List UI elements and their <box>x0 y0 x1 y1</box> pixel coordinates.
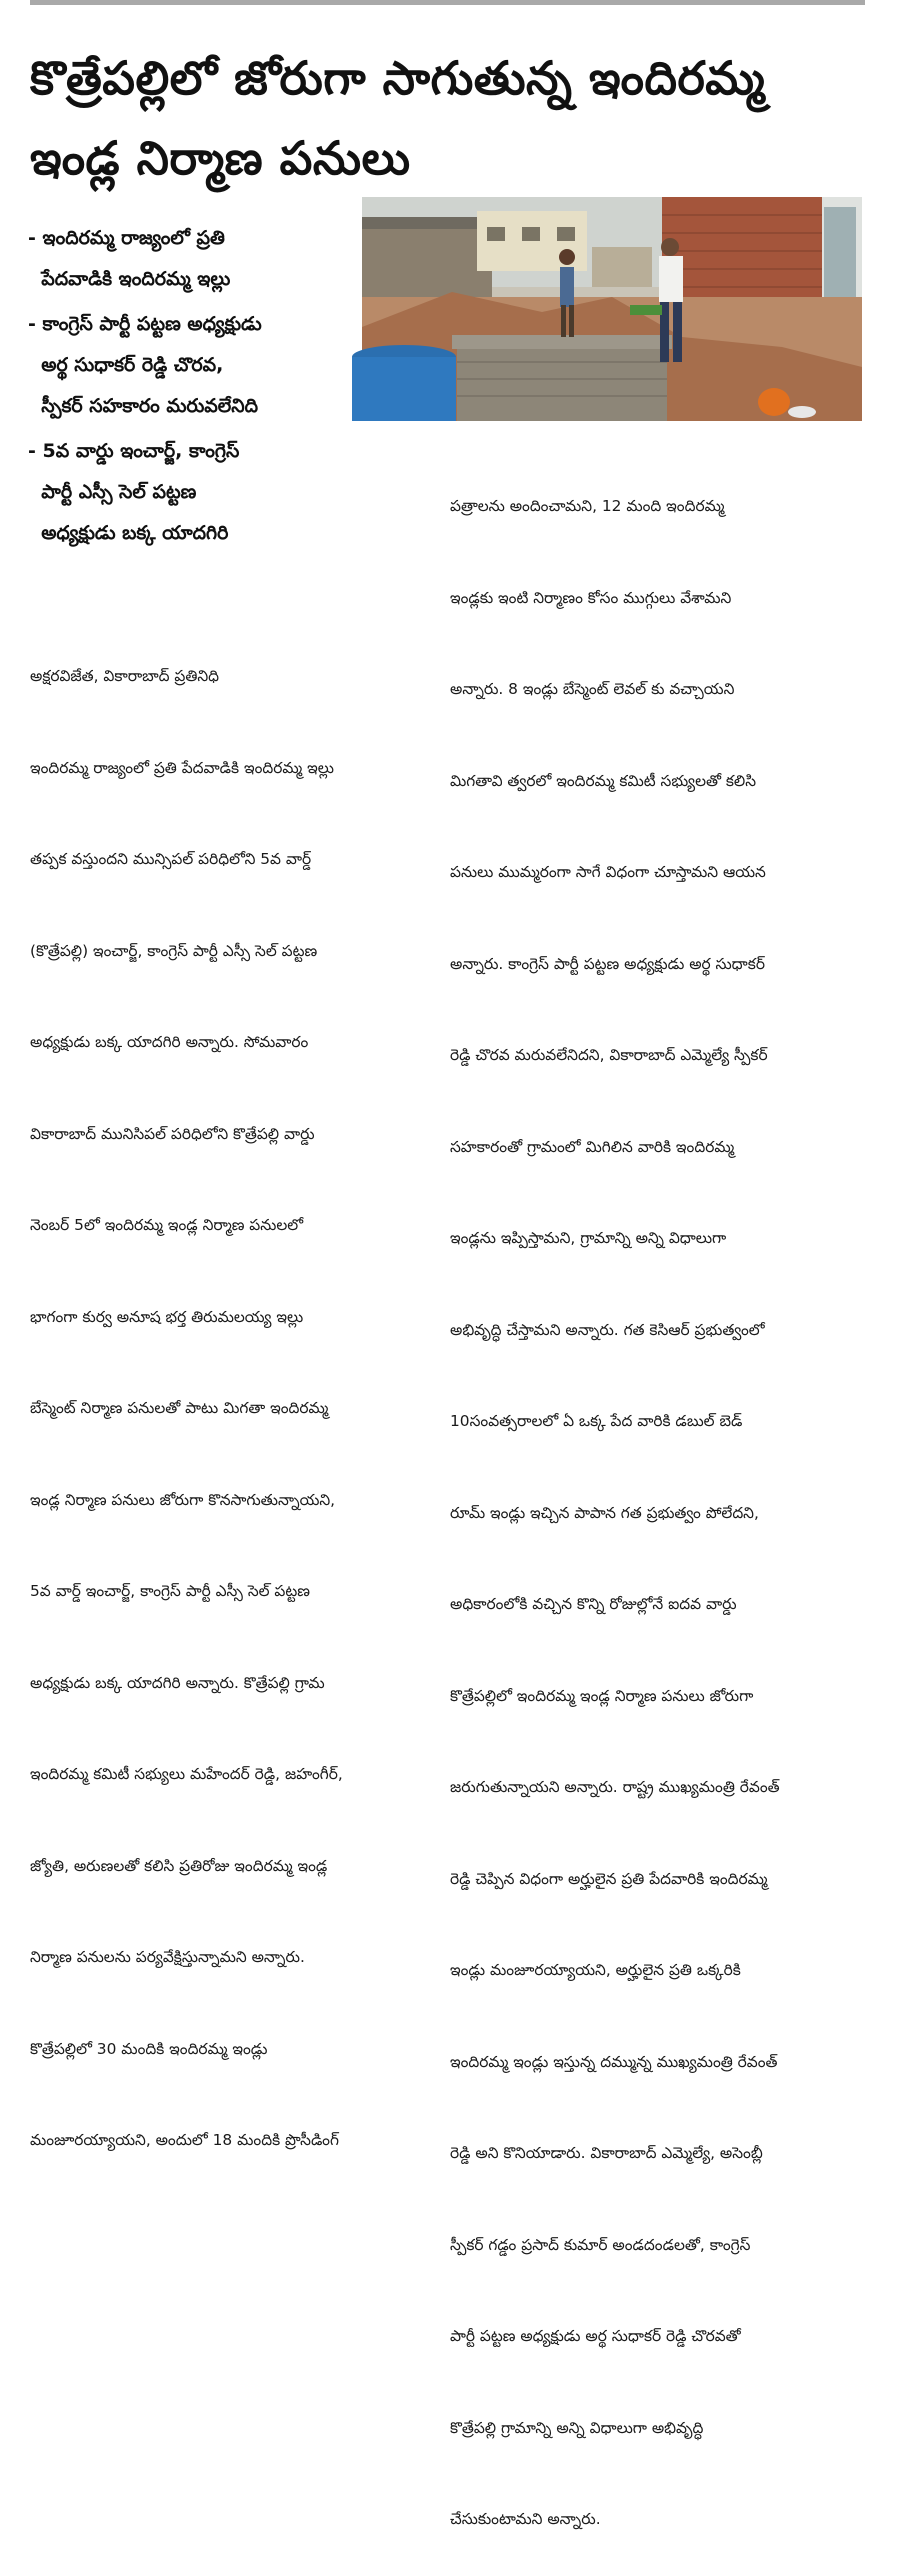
article-line: ఇందిరమ్మ రాజ్యంలో ప్రతి పేదవాడికి ఇందిరమ్మ ఇల్లు <box>30 758 335 777</box>
article-line: అన్నారు. కాంగ్రెస్ పార్టీ పట్టణ అధ్యక్షుడు అర్థ సుధాకర్ <box>450 954 765 973</box>
article-right-column <box>450 430 870 2565</box>
highlight-line: అర్థ సుధాకర్ రెడ్డి చొరవ, <box>28 354 224 376</box>
headline <box>30 38 880 198</box>
highlight-line: - కాంగ్రెస్ పార్టీ పట్టణ అధ్యక్షుడు <box>28 313 262 335</box>
article-line: తప్పక వస్తుందని మున్సిపల్ పరిధిలోని 5వ వార్డ్ <box>30 850 312 868</box>
article-line: ఇందిరమ్మ ఇండ్లు ఇస్తున్న దమ్మున్న ముఖ్యమంత్రి రేవంత్ <box>450 2052 778 2071</box>
highlight-line: పార్టీ ఎస్సీ సెల్ పట్టణ <box>28 481 197 503</box>
byline: అక్షరవిజేత, వికారాబాద్ ప్రతినిధి <box>30 667 220 685</box>
highlights-box <box>28 218 358 558</box>
news-photo <box>362 197 862 421</box>
article-line: రెడ్డి చెప్పిన విధంగా అర్హులైన ప్రతి పేదవారికి ఇందిరమ్మ <box>450 1869 768 1888</box>
article-line: కొత్రేపల్లి గ్రామాన్ని అన్ని విధాలుగా అభివృద్ధి <box>450 2418 704 2437</box>
article-line: పార్టీ పట్టణ అధ్యక్షుడు అర్థ సుధాకర్ రెడ్డి చొరవతో <box>450 2327 741 2345</box>
article-line: భాగంగా కుర్వ అనూష భర్త తిరుమలయ్య ఇల్లు <box>30 1307 304 1326</box>
article-line: ఇండ్ల నిర్మాణ పనులు జోరుగా కొనసాగుతున్నాయని, <box>30 1490 336 1509</box>
article-line: 10సంవత్సరాలలో ఏ ఒక్క పేద వారికి డబుల్ బెడ్ <box>450 1412 743 1430</box>
article-line: ఇండ్లను ఇప్పిస్తామని, గ్రామాన్ని అన్ని విధాలుగా <box>450 1229 727 1247</box>
construction-site-photo <box>362 197 862 421</box>
article-line: ఇండ్లు మంజూరయ్యాయని, అర్హులైన ప్రతి ఒక్కరికి <box>450 1961 741 1979</box>
article-line: రెడ్డి అని కొనియాడారు. వికారాబాద్ ఎమ్మెల్యే, అసెంబ్లీ <box>450 2144 763 2162</box>
article-line: అన్నారు. 8 ఇండ్లు బేస్మెంట్ లెవల్ కు వచ్చాయని <box>450 680 735 698</box>
article-line: కొత్రేపల్లిలో ఇందిరమ్మ ఇండ్ల నిర్మాణ పనులు జోరుగా <box>450 1686 754 1705</box>
article-left-column <box>30 600 435 2186</box>
article-line: అధ్యక్షుడు బక్క యాదగిరి అన్నారు. సోమవారం <box>30 1033 309 1051</box>
article-line: మిగతావి త్వరలో ఇందిరమ్మ కమిటీ సభ్యులతో కలిసి <box>450 771 757 790</box>
article-line: చేసుకుంటామని అన్నారు. <box>450 2510 601 2528</box>
article-line: మంజూరయ్యాయని, అందులో 18 మందికి ప్రొసీడింగ్ <box>30 2131 339 2149</box>
headline-line-2: ఇండ్ల నిర్మాణ పనులు <box>30 131 411 185</box>
highlight-line: - 5వ వార్డు ఇంచార్జ్, కాంగ్రెస్ <box>28 440 240 462</box>
highlight-line: స్పీకర్ సహకారం మరువలేనిది <box>28 395 259 417</box>
highlight-line: అధ్యక్షుడు బక్క యాదగిరి <box>28 522 229 544</box>
article-line: పత్రాలను అందించామని, 12 మంది ఇందిరమ్మ <box>450 497 725 515</box>
article-line: పనులు ముమ్మరంగా సాగే విధంగా చూస్తామని ఆయన <box>450 863 766 881</box>
article-line: బేస్మెంట్ నిర్మాణ పనులతో పాటు మిగతా ఇందిరమ్మ <box>30 1399 329 1417</box>
headline-line-1: కొత్రేపల్లిలో జోరుగా సాగుతున్న ఇందిరమ్మ <box>30 51 766 105</box>
top-rule <box>30 0 865 5</box>
highlight-item <box>28 304 358 427</box>
highlight-item <box>28 218 358 300</box>
article-line: రూమ్ ఇండ్లు ఇచ్చిన పాపాన గత ప్రభుత్వం పోలేదని, <box>450 1503 759 1522</box>
article-line: అధికారంలోకి వచ్చిన కొన్ని రోజుల్లోనే ఐదవ వార్డు <box>450 1595 737 1613</box>
article-line: వికారాబాద్ మునిసిపల్ పరిధిలోని కొత్రేపల్లి వార్డు <box>30 1124 315 1143</box>
article-line: ఇందిరమ్మ కమిటీ సభ్యులు మహేందర్ రెడ్డి, జహంగీర్, <box>30 1765 343 1783</box>
article-line: జరుగుతున్నాయని అన్నారు. రాష్ట్ర ముఖ్యమంత్రి రేవంత్ <box>450 1778 780 1796</box>
article-line: అధ్యక్షుడు బక్క యాదగిరి అన్నారు. కొత్రేపల్లి గ్రామ <box>30 1673 325 1692</box>
article-line: కొత్రేపల్లిలో 30 మందికి ఇందిరమ్మ ఇండ్లు <box>30 2039 268 2058</box>
article-line: 5వ వార్డ్ ఇంచార్జ్, కాంగ్రెస్ పార్టీ ఎస్సీ సెల్ పట్టణ <box>30 1582 310 1600</box>
article-line: స్పీకర్ గడ్డం ప్రసాద్ కుమార్ అండదండలతో, కాంగ్రెస్ <box>450 2235 751 2254</box>
article-line: సహకారంతో గ్రామంలో మిగిలిన వారికి ఇందిరమ్మ <box>450 1137 735 1156</box>
article-line: అభివృద్ధి చేస్తామని అన్నారు. గత కెసిఆర్ ప్రభుత్వంలో <box>450 1320 765 1339</box>
article-line: రెడ్డి చొరవ మరువలేనిదని, వికారాబాద్ ఎమ్మెల్యే స్పీకర్ <box>450 1046 768 1064</box>
article-line: ఇండ్లకు ఇంటి నిర్మాణం కోసం ముగ్గులు వేశామని <box>450 588 732 607</box>
article-line: నిర్మాణ పనులను పర్యవేక్షిస్తున్నామని అన్నారు. <box>30 1948 305 1966</box>
highlight-item <box>28 431 358 554</box>
highlight-line: - ఇందిరమ్మ రాజ్యంలో ప్రతి <box>28 227 225 249</box>
article-line: నెంబర్ 5లో ఇందిరమ్మ ఇండ్ల నిర్మాణ పనులలో <box>30 1216 304 1234</box>
article-line: జ్యోతి, అరుణలతో కలిసి ప్రతిరోజు ఇందిరమ్మ ఇండ్ల <box>30 1856 328 1875</box>
article-line: (కొత్రేపల్లి) ఇంచార్జ్, కాంగ్రెస్ పార్టీ ఎస్సీ సెల్ పట్టణ <box>30 941 318 960</box>
highlight-line: పేదవాడికి ఇందిరమ్మ ఇల్లు <box>28 268 231 290</box>
